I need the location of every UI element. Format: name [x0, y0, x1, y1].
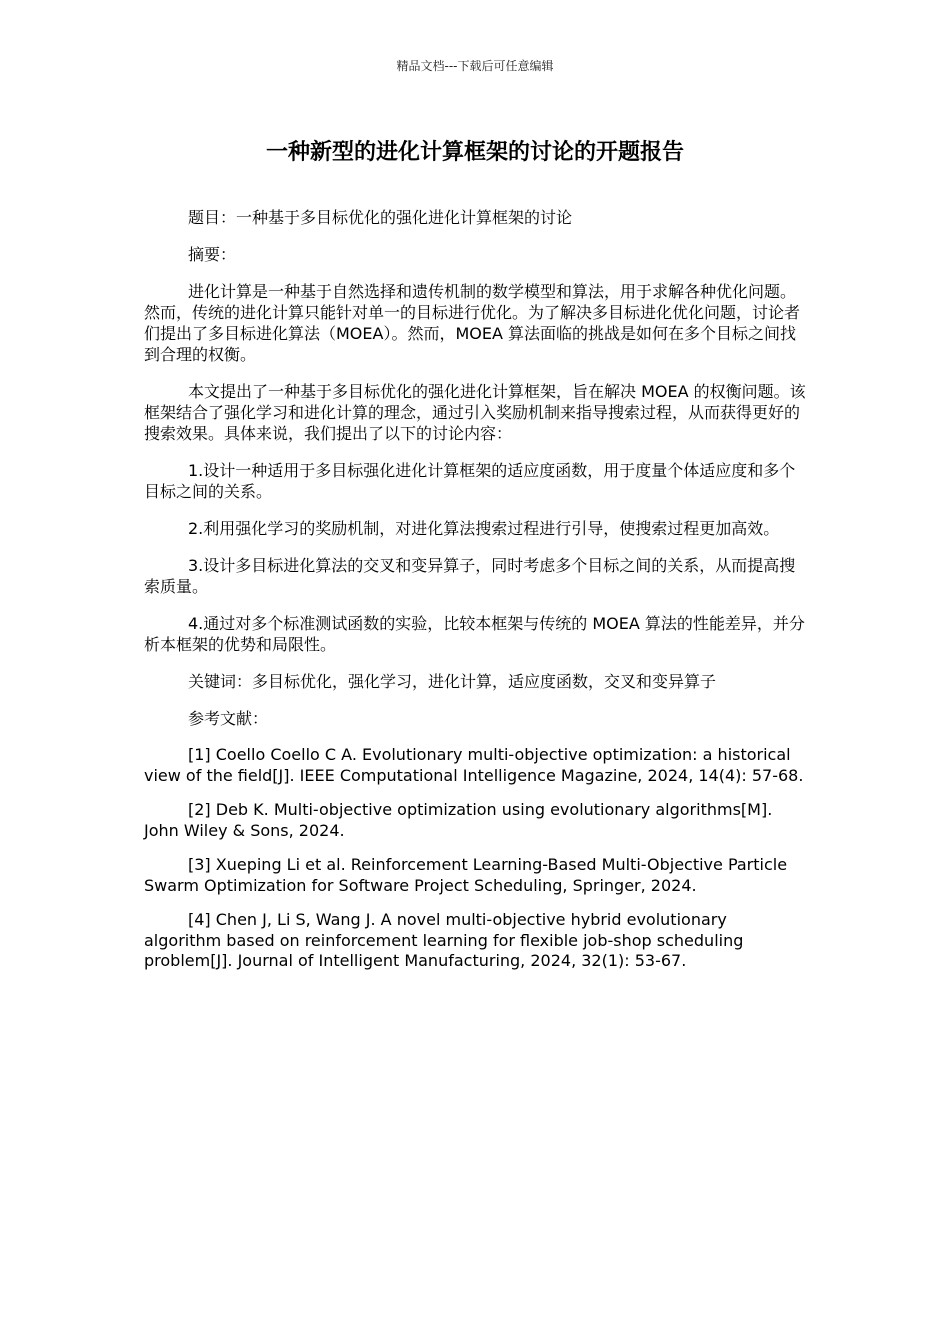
discussion-item: 3.设计多目标进化算法的交叉和变异算子，同时考虑多个目标之间的关系，从而提高搜索质量。: [144, 556, 796, 596]
document-title: 一种新型的进化计算框架的讨论的开题报告: [265, 140, 684, 165]
discussion-item: 4.通过对多个标准测试函数的实验，比较本框架与传统的 MOEA 算法的性能差异，并分析本框架的优势和局限性。: [144, 614, 805, 654]
abstract-label: 摘要：: [188, 245, 237, 264]
reference-item: [1] Coello Coello C A. Evolutionary multi-objective optimization: a historical view of the field[J]. IEEE Computational Intelligence Magazine, 2024, 14(4): 57-68.: [144, 745, 804, 785]
reference-item: [4] Chen J, Li S, Wang J. A novel multi-objective hybrid evolutionary algorithm based on reinforcement learning for flexible job-shop scheduling problem[J]. Journal of Intelligent Manufacturing, 2024, 32(1): 53-67.: [144, 910, 744, 970]
reference-item: [2] Deb K. Multi-objective optimization using evolutionary algorithms[M]. John Wiley & Sons, 2024.: [144, 800, 773, 840]
document-body: [144, 207, 806, 986]
abstract-paragraph: 本文提出了一种基于多目标优化的强化进化计算框架，旨在解决 MOEA 的权衡问题。该框架结合了强化学习和进化计算的理念，通过引入奖励机制来指导搜索过程，从而获得更好的搜索效果。具体来说，我们提出了以下的讨论内容：: [144, 382, 806, 443]
abstract-paragraph: 进化计算是一种基于自然选择和遗传机制的数学模型和算法，用于求解各种优化问题。然而，传统的进化计算只能针对单一的目标进行优化。为了解决多目标进化优化问题，讨论者们提出了多目标进化算法（MOEA）。然而，MOEA 算法面临的挑战是如何在多个目标之间找到合理的权衡。: [144, 282, 801, 364]
reference-item: [3] Xueping Li et al. Reinforcement Learning-Based Multi-Objective Particle Swarm Optimization for Software Project Scheduling, Springer, 2024.: [144, 855, 788, 895]
keywords-line: 关键词：多目标优化，强化学习，进化计算，适应度函数，交叉和变异算子: [188, 672, 717, 691]
references-label: 参考文献：: [188, 709, 269, 728]
discussion-item: 1.设计一种适用于多目标强化进化计算框架的适应度函数，用于度量个体适应度和多个目标之间的关系。: [144, 461, 796, 501]
topic-line: 题目：一种基于多目标优化的强化进化计算框架的讨论: [188, 208, 573, 227]
discussion-item: 2.利用强化学习的奖励机制，对进化算法搜索过程进行引导，使搜索过程更加高效。: [188, 519, 780, 538]
page-header-watermark: 精品文档---下载后可任意编辑: [396, 59, 554, 73]
